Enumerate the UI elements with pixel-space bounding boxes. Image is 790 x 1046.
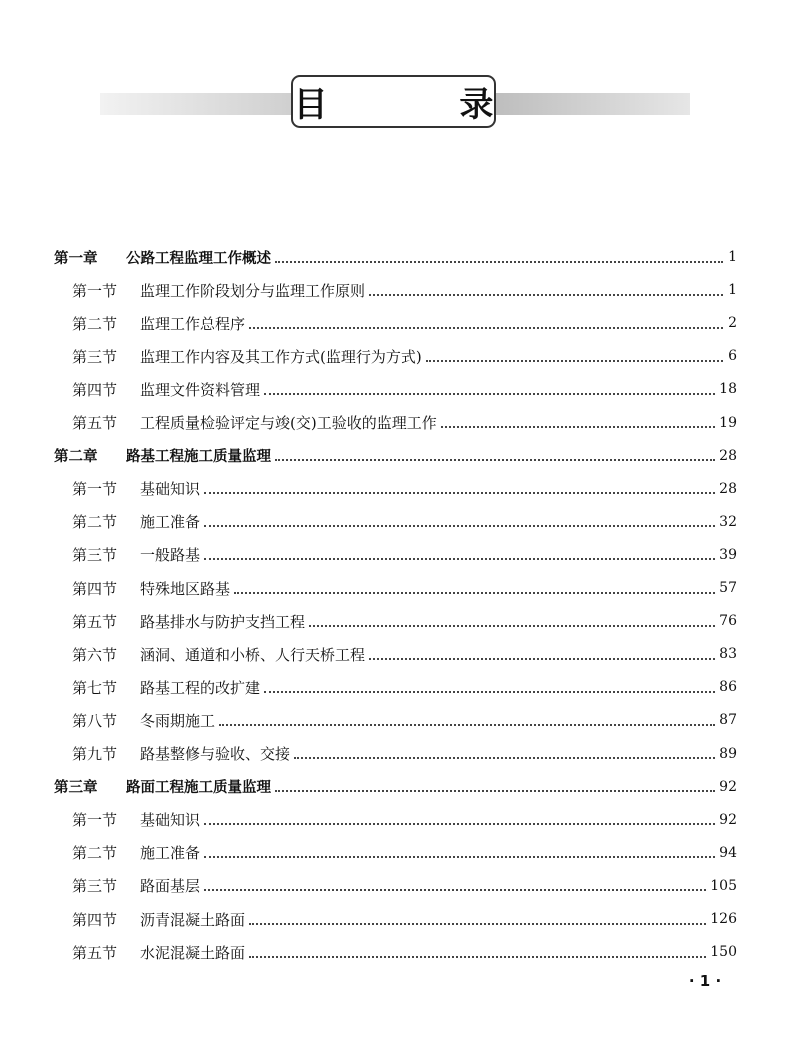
toc-entry-title: 沥青混凝土路面 — [140, 910, 246, 929]
toc-entry-title: 监理工作阶段划分与监理工作原则 — [140, 281, 366, 300]
toc-entry-label: 第五节 — [72, 612, 118, 631]
toc-section-row[interactable] — [72, 940, 737, 964]
toc-leader-dots — [249, 922, 706, 925]
toc-entry-label: 第三章 — [54, 780, 98, 797]
toc-leader-dots — [294, 756, 715, 759]
toc-section-row[interactable] — [72, 477, 737, 501]
toc-entry-page: 39 — [719, 546, 737, 563]
toc-chapter-row[interactable] — [54, 444, 737, 468]
toc-entry-title: 基础知识 — [140, 480, 201, 499]
toc-entry-page: 86 — [719, 679, 737, 696]
toc-leader-dots — [264, 690, 715, 693]
toc-entry-label: 第五节 — [72, 414, 118, 432]
toc-leader-dots — [219, 723, 715, 726]
toc-entry-title: 监理工作总程序 — [140, 314, 246, 333]
toc-section-row[interactable] — [72, 708, 737, 732]
toc-entry-label: 第四节 — [72, 380, 118, 399]
toc-section-row[interactable] — [72, 742, 737, 766]
toc-leader-dots — [204, 822, 715, 825]
toc-section-row[interactable] — [72, 344, 737, 368]
toc-entry-label: 第二节 — [72, 513, 118, 532]
toc-section-row[interactable] — [72, 377, 737, 401]
toc-section-row[interactable] — [72, 907, 737, 931]
toc-section-row[interactable] — [72, 576, 737, 600]
toc-entry-label: 第六节 — [72, 645, 118, 664]
toc-entry-label: 第三节 — [72, 546, 118, 565]
toc-leader-dots — [369, 657, 715, 660]
toc-leader-dots — [309, 624, 715, 627]
toc-entry-page: 6 — [728, 348, 737, 365]
toc-entry-page: 28 — [719, 480, 737, 497]
toc-leader-dots — [369, 293, 723, 296]
toc-entry-title: 施工准备 — [140, 513, 201, 532]
toc-entry-title: 工程质量检验评定与竣(交)工验收的监理工作 — [140, 414, 437, 432]
toc-leader-dots — [275, 458, 715, 461]
toc-entry-page: 28 — [719, 447, 737, 464]
toc-entry-title: 基础知识 — [140, 811, 201, 830]
toc-entry-label: 第四节 — [72, 910, 118, 929]
toc-entry-page: 32 — [719, 513, 737, 530]
toc-entry-label: 第一节 — [72, 811, 118, 830]
toc-leader-dots — [275, 260, 723, 263]
toc-leader-dots — [204, 557, 715, 560]
toc-entry-label: 第三节 — [72, 877, 118, 896]
toc-entry-title: 路面基层 — [140, 877, 201, 896]
toc-entry-title: 路基排水与防护支挡工程 — [140, 612, 306, 631]
toc-entry-title: 路面工程施工质量监理 — [126, 780, 271, 797]
toc-entry-label: 第四节 — [72, 579, 118, 598]
toc-entry-page: 89 — [719, 745, 737, 762]
toc-entry-title: 冬雨期施工 — [140, 711, 216, 730]
toc-entry-page: 19 — [719, 414, 737, 431]
toc-entry-title: 涵洞、通道和小桥、人行天桥工程 — [140, 645, 366, 664]
title-bar-left — [100, 93, 295, 115]
toc-entry-page: 2 — [728, 315, 737, 332]
toc-entry-title: 一般路基 — [140, 546, 201, 565]
toc-section-row[interactable] — [72, 510, 737, 534]
toc-entry-title: 监理文件资料管理 — [140, 380, 261, 399]
toc-leader-dots — [275, 789, 715, 792]
toc-entry-title: 施工准备 — [140, 844, 201, 863]
toc-entry-title: 路基整修与验收、交接 — [140, 745, 291, 763]
toc-section-row[interactable] — [72, 841, 737, 865]
toc-entry-page: 57 — [719, 580, 737, 596]
toc-header — [0, 0, 790, 140]
toc-leader-dots — [204, 524, 715, 527]
toc-chapter-row[interactable] — [54, 245, 737, 269]
toc-entry-title: 监理工作内容及其工作方式(监理行为方式) — [140, 347, 422, 366]
toc-leader-dots — [204, 855, 715, 858]
toc-section-row[interactable] — [72, 278, 737, 302]
toc-entry-label: 第三节 — [72, 347, 118, 366]
toc-entry-title: 路基工程施工质量监理 — [126, 449, 271, 466]
toc-entry-title: 水泥混凝土路面 — [140, 943, 246, 962]
toc-entry-label: 第一节 — [72, 281, 118, 300]
toc-entry-label: 第二节 — [72, 314, 118, 333]
toc-entry-label: 第一章 — [54, 250, 98, 267]
toc-section-row[interactable] — [72, 311, 737, 335]
toc-entry-title: 公路工程监理工作概述 — [126, 250, 271, 267]
toc-leader-dots — [249, 955, 706, 958]
toc-entry-label: 第二章 — [54, 449, 98, 466]
toc-entry-label: 第二节 — [72, 844, 118, 863]
toc-section-row[interactable] — [72, 808, 737, 832]
toc-leader-dots — [204, 888, 706, 891]
toc-entry-page: 87 — [719, 712, 737, 729]
toc-leader-dots — [264, 392, 715, 395]
toc-entry-label: 第五节 — [72, 943, 118, 962]
toc-entry-label: 第一节 — [72, 480, 118, 499]
toc-entry-page: 150 — [710, 944, 737, 961]
toc-entry-page: 105 — [710, 877, 737, 894]
toc-section-row[interactable] — [72, 675, 737, 699]
toc-entry-page: 76 — [719, 613, 737, 630]
toc-entry-label: 第九节 — [72, 745, 118, 763]
toc-entry-page: 18 — [719, 381, 737, 398]
toc-leader-dots — [234, 591, 715, 594]
toc-entry-page: 1 — [728, 249, 737, 265]
page-number: · 1 · — [688, 972, 722, 990]
toc-entry-title: 路基工程的改扩建 — [140, 678, 261, 697]
toc-entry-page: 1 — [728, 282, 737, 299]
toc-leader-dots — [426, 359, 723, 362]
toc-entry-label: 第八节 — [72, 711, 118, 730]
toc-entry-page: 126 — [710, 911, 737, 927]
toc-section-row[interactable] — [72, 609, 737, 633]
title-box — [291, 75, 554, 128]
toc-leader-dots — [441, 425, 715, 428]
toc-leader-dots — [249, 326, 723, 329]
toc-entry-title: 特殊地区路基 — [140, 579, 231, 598]
toc-section-row[interactable] — [72, 642, 737, 666]
toc-leader-dots — [204, 491, 715, 494]
toc-section-row[interactable] — [72, 874, 737, 898]
toc-section-row[interactable] — [72, 411, 737, 435]
toc-section-row[interactable] — [72, 543, 737, 567]
page-title: 目 录 — [293, 85, 554, 125]
toc-entry-page: 83 — [719, 646, 737, 663]
toc-entry-label: 第七节 — [72, 678, 118, 697]
toc-entry-page: 92 — [719, 811, 737, 828]
toc-chapter-row[interactable] — [54, 775, 737, 799]
toc-entry-page: 92 — [719, 778, 737, 795]
toc-entry-page: 94 — [719, 844, 737, 861]
